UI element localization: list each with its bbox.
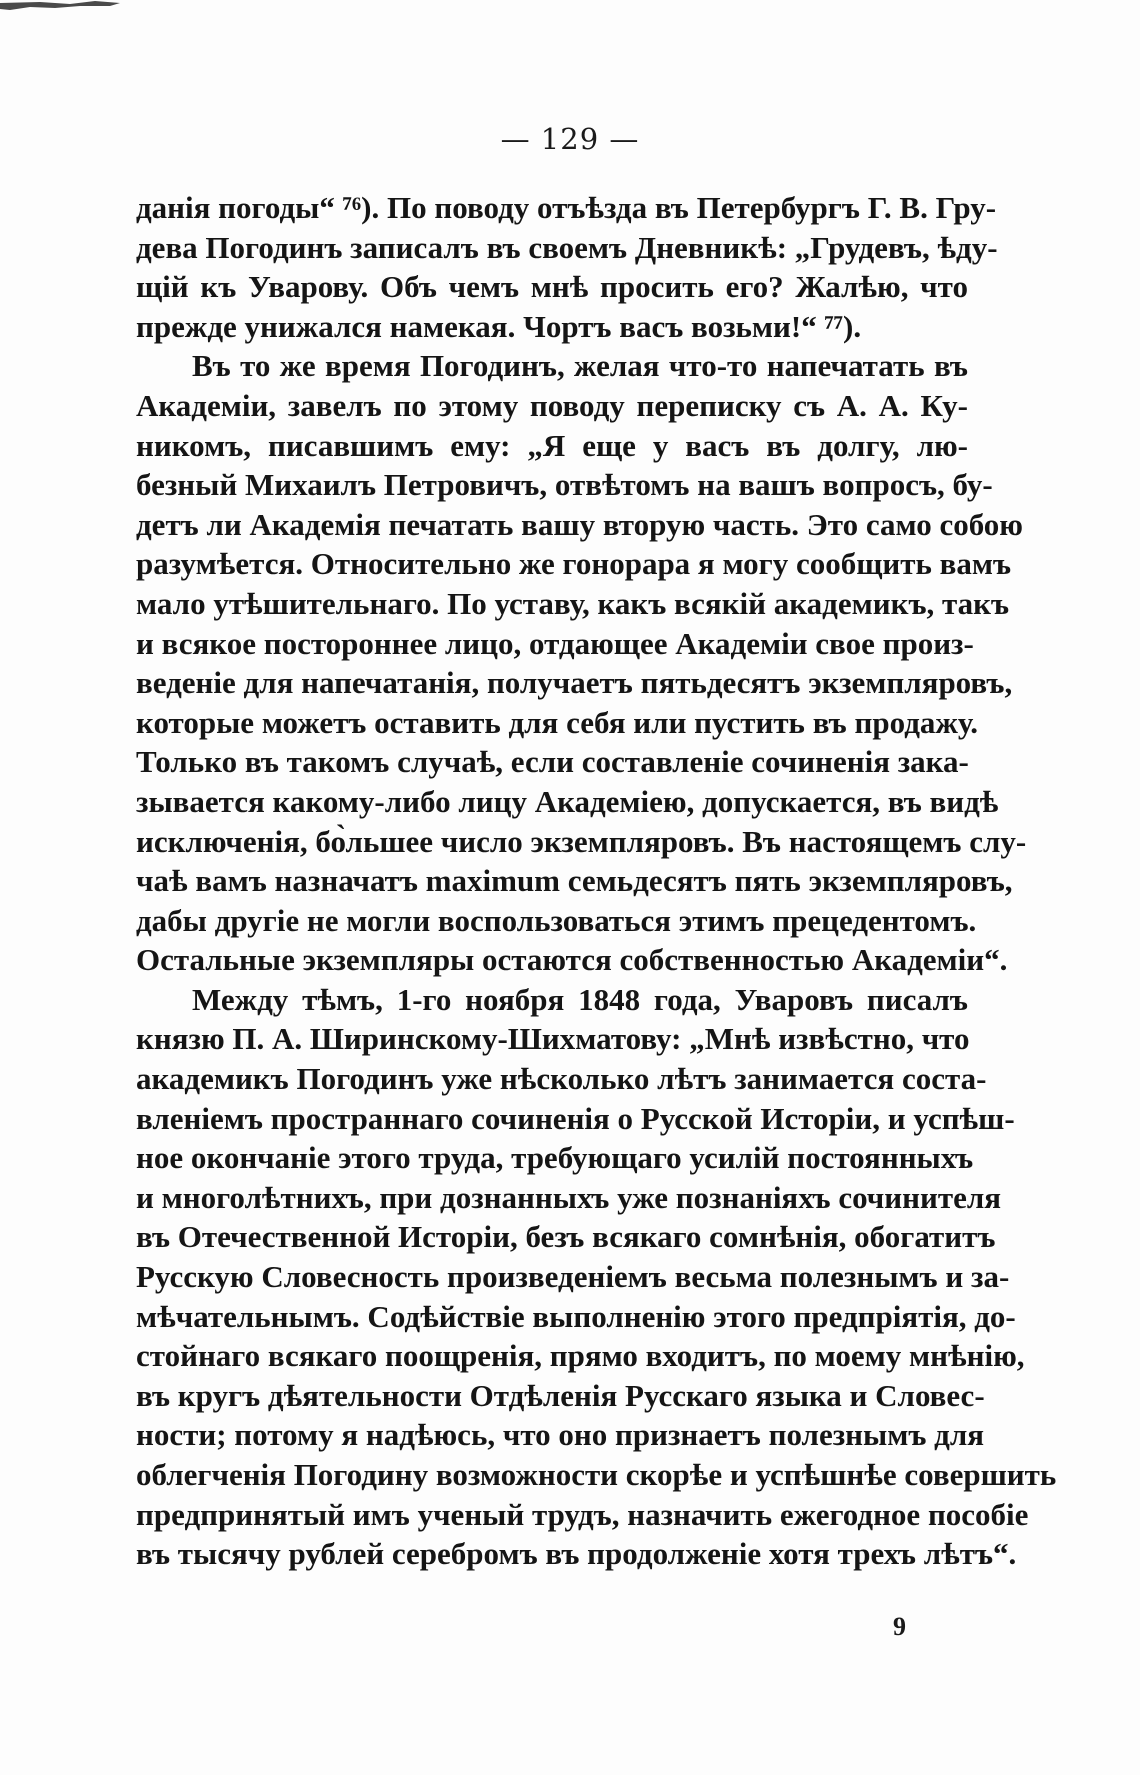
page-number: — 129 — — [500, 122, 640, 156]
text-line: детъ ли Академія печатать вашу вторую часть. Это само собою — [136, 506, 1023, 542]
text-line: мало утѣшительнаго. По уставу, какъ всякій академикъ, такъ — [136, 585, 1010, 621]
text-line: Академіи, завелъ по этому поводу переписку съ А. А. Ку- — [136, 387, 968, 423]
text-line: прежде унижался намекая. Чортъ васъ возьми!“ ⁷⁷). — [136, 308, 862, 344]
text-line: и всякое постороннее лицо, отдающее Академіи свое произ- — [136, 625, 974, 661]
text-line: мѣчательнымъ. Содѣйствіе выполненію этого предпріятія, до- — [136, 1298, 1016, 1334]
printer-signature-mark: 9 — [893, 1612, 906, 1641]
text-line: Остальные экземпляры остаются собственностью Академіи“. — [136, 942, 1008, 978]
ink-speck-decoration — [0, 0, 130, 14]
text-line: вленіемъ пространнаго сочиненія о Русской Исторіи, и успѣш- — [136, 1100, 1015, 1136]
text-line: данія погоды“ ⁷⁶). По поводу отъѣзда въ Петербургъ Г. В. Гру- — [136, 190, 997, 225]
text-line: исключенія, бо̀льшее число экземпляровъ. Въ настоящемъ слу- — [136, 823, 1027, 859]
text-line: въ кругъ дѣятельности Отдѣленія Русскаго языка и Словес- — [136, 1377, 985, 1413]
text-line: академикъ Погодинъ уже нѣсколько лѣтъ занимается соста- — [136, 1061, 987, 1097]
text-line: Между тѣмъ, 1-го ноября 1848 года, Уваровъ писалъ — [192, 981, 968, 1017]
text-line: Въ то же время Погодинъ, желая что-то напечатать въ — [192, 348, 968, 384]
text-line: въ тысячу рублей серебромъ въ продолженіе хотя трехъ лѣтъ“. — [136, 1536, 1017, 1572]
text-line: никомъ, писавшимъ ему: „Я еще у васъ въ долгу, лю- — [136, 427, 968, 463]
text-line: ности; потому я надѣюсь, что оно признаетъ полезнымъ для — [136, 1417, 985, 1453]
text-line: безный Михаилъ Петровичъ, отвѣтомъ на вашъ вопросъ, бу- — [136, 467, 993, 503]
text-line: щій къ Уварову. Объ чемъ мнѣ просить его? Жалѣю, что — [136, 269, 968, 305]
text-line: стойнаго всякаго поощренія, прямо входитъ, по моему мнѣнію, — [136, 1338, 1025, 1374]
text-line: облегченія Погодину возможности скорѣе и успѣшнѣе совершить — [136, 1457, 1057, 1492]
text-line: которые можетъ оставить для себя или пустить въ продажу. — [136, 704, 979, 740]
text-line: разумѣется. Относительно же гонорара я могу сообщить вамъ — [136, 546, 1012, 582]
text-line: въ Отечественной Исторіи, безъ всякаго сомнѣнія, обогатитъ — [136, 1219, 996, 1255]
text-line: предпринятый имъ ученый трудъ, назначить ежегодное пособіе — [136, 1496, 1029, 1532]
text-line: дабы другіе не могли воспользоваться этимъ прецедентомъ. — [136, 902, 977, 938]
text-line: князю П. А. Ширинскому-Шихматову: „Мнѣ извѣстно, что — [136, 1021, 970, 1057]
body-text — [136, 188, 1057, 1574]
text-line: веденіе для напечатанія, получаетъ пятьдесятъ экземпляровъ, — [136, 665, 1013, 701]
text-line: дева Погодинъ записалъ въ своемъ Дневникѣ: „Грудевъ, ѣду- — [136, 229, 998, 265]
text-line: и многолѣтнихъ, при дознанныхъ уже познаніяхъ сочинителя — [136, 1179, 1002, 1215]
text-line: зывается какому-либо лицу Академіею, допускается, въ видѣ — [136, 783, 999, 819]
text-line: ное окончаніе этого труда, требующаго усилій постоянныхъ — [136, 1140, 974, 1176]
text-line: чаѣ вамъ назначатъ maximum семьдесятъ пять экземпляровъ, — [136, 863, 1013, 899]
text-line: Только въ такомъ случаѣ, если составленіе сочиненія зака- — [136, 744, 969, 780]
text-line: Русскую Словесность произведеніемъ весьма полезнымъ и за- — [136, 1259, 1010, 1295]
